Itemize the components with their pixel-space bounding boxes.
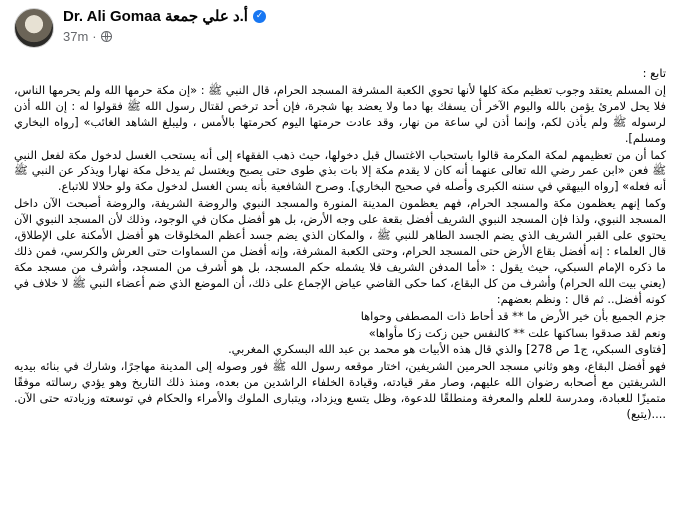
post-paragraph: إن المسلم يعتقد وجوب تعظيم مكة كلها لأنها تحوي الكعبة المشرفة المسجد الحرام، قال النبي ﷺ : «إن مكة حرمها الله ولم يحرمها الناس، فلا يحل لامرئ يؤمن بالله واليوم الآخر أن يسفك بها دما ولا يعضد بها شجرة، فإن أحد ترخص لقتال رسول الله ﷺ فقولوا له : إن الله أذن لرسوله ﷺ ولم يأذن لكم، وإنما أذن لي ساعة من نهار، وقد عادت حرمتها اليوم كحرمتها بالأمس ، وليبلغ الشاهد الغائب» [رواه البخاري ومسلم]. bbox=[14, 82, 666, 145]
globe-icon[interactable] bbox=[101, 31, 112, 42]
post-body bbox=[14, 66, 666, 424]
meta-separator: · bbox=[92, 29, 97, 44]
author-avatar[interactable] bbox=[14, 8, 54, 48]
post-paragraph: وكما إنهم يعظمون مكة والمسجد الحرام، فهم يعظمون المدينة المنورة والمسجد النبوي والروضة الشريفة، والروضة أصبحت الآن داخل المسجد النبوي، ولذا فإن المسجد النبوي الشريف أفضل بقعة على وجه الأرض، بل هو أفضل مكان في الوجود، وذلك لأن المسجد النبوي الآن يحتوي على القبر الشريف الذي يضم الجسد الطاهر للنبي ﷺ ، والمكان الذي يضم جسد أعظم المخلوقات هو أفضل الأمكنة على الإطلاق، قال العلماء : إنه أفضل بقاع الأرض حتى المسجد الحرام، وحتى الكعبة المشرفة، وإنه أفضل من السماوات حتى العرش والكرسي، فمن ذلك ما ذكره الإمام السبكي، حيث يقول : «أما المدفن الشريف فلا يشمله حكم المسجد، بل هو أشرف من المسجد، وأشرف من مسجد مكة (يعني بيت الله الحرام) وأشرف من كل البقاع، كما حكى القاضي عياض الإجماع على ذلك، أن الموضع الذي ضم أعضاء النبي ﷺ لا خلاف في كونه أفضل.. ثم قال : ونظم بعضهم: bbox=[14, 196, 666, 306]
post-timestamp[interactable]: 37m bbox=[63, 29, 89, 44]
poem-verse: جزم الجميع بأن خير الأرض ما ** قد أحاط ذات المصطفى وحواها bbox=[360, 308, 666, 323]
post-meta bbox=[63, 29, 266, 44]
poem-verse: ونعم لقد صدقوا بساكنها علت ** كالنفس حين زكت زكا مأواها» bbox=[368, 325, 666, 340]
verified-badge-icon: ✓ bbox=[253, 10, 266, 23]
post-paragraph: كما أن من تعظيمهم لمكة المكرمة قالوا باستحباب الاغتسال قبل دخولها، حيث ذهب الفقهاء إلى أنه يستحب الغسل لدخول مكة لفعل النبي ﷺ فعن «ابن عمر رضي الله تعالى عنهما أنه كان لا يقدم مكة إلا بات بذي طوى حتى يصبح ويغتسل ثم يدخل مكة نهارا ويذكر عن النبي ﷺ أنه فعله» [رواه البيهقي في سننه الكبرى وأصله في صحيح البخاري]. وصرح الشافعية بأنه يسن الغسل لدخول مكة ولو حلالا للاتباع. bbox=[14, 147, 666, 194]
post-header-text bbox=[63, 6, 266, 44]
post-paragraph-intro: تابع : bbox=[642, 66, 666, 80]
author-name[interactable]: Dr. Ali Gomaa أ.د علي جمعة bbox=[63, 8, 248, 25]
post-paragraph: فهو أفضل البقاع، وهو وثاني مسجد الحرمين الشريفين، اختار موقعه رسول الله ﷺ فور وصوله إلى المدينة مهاجرًا، وشارك في بنائه بيديه الشريفتين مع أصحابه رضوان الله عليهم، وصار مقر قيادته، وقيادة الخلفاء الراشدين من بعده، ومنذ ذلك التاريخ وهو يؤدي رسالته موفقًا متميزًا للعبادة، ومدرسة للعلم والمعرفة ومنطلقًا للدعوة، وظل يتسع ويزداد، ويتبارى الملوك والأمراء والحكام في توسعته وزيادته حتى الآن. ....(يتبع) bbox=[14, 359, 666, 422]
post-paragraph-citation: [فتاوى السبكي، ج1 ص 278] والذي قال هذه الأبيات هو محمد بن عبد الله البسكري المغربي. bbox=[228, 342, 666, 357]
post-header bbox=[14, 6, 266, 52]
author-row bbox=[63, 6, 266, 26]
